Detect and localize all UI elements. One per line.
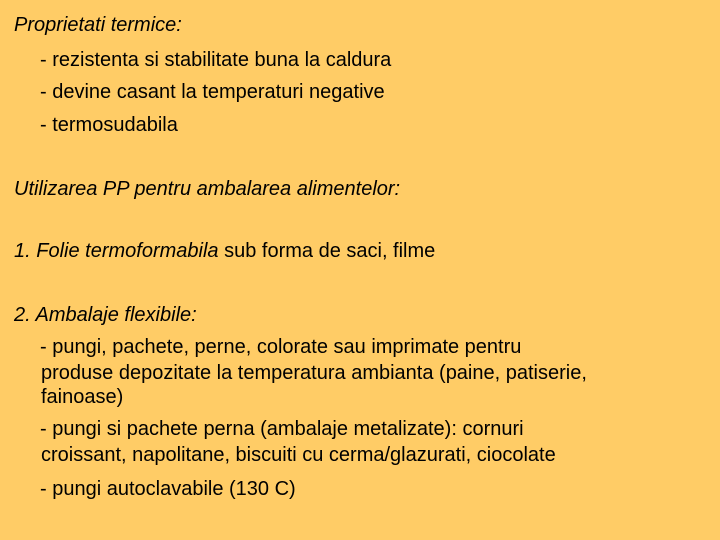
point-2-item-2-line-2: croissant, napolitane, biscuiti cu cerma/glazurati, ciocolate xyxy=(41,444,556,466)
point-1-title: 1. Folie termoformabila xyxy=(14,240,219,262)
point-2-item-2-line-1: - pungi si pachete perna (ambalaje metalizate): cornuri xyxy=(40,418,524,440)
point-2-item-3: - pungi autoclavabile (130 C) xyxy=(40,478,296,500)
point-2-heading: 2. Ambalaje flexibile: xyxy=(14,304,197,326)
point-2-item-1-line-2: produse depozitate la temperatura ambianta (paine, patiserie, xyxy=(41,362,587,384)
thermal-item-heat-sealable: - termosudabila xyxy=(40,114,178,136)
point-2-item-1-line-3: fainoase) xyxy=(41,386,124,408)
thermal-properties-heading: Proprietati termice: xyxy=(14,14,182,36)
thermal-item-heat-resistance: - rezistenta si stabilitate buna la caldura xyxy=(40,49,392,71)
point-1-thermoformable-film xyxy=(14,239,435,263)
thermal-item-brittle-negative: - devine casant la temperaturi negative xyxy=(40,81,385,103)
point-1-description: sub forma de saci, filme xyxy=(218,240,436,262)
food-packaging-heading: Utilizarea PP pentru ambalarea alimentelor: xyxy=(14,178,401,200)
point-2-item-1-line-1: - pungi, pachete, perne, colorate sau imprimate pentru xyxy=(40,336,522,358)
